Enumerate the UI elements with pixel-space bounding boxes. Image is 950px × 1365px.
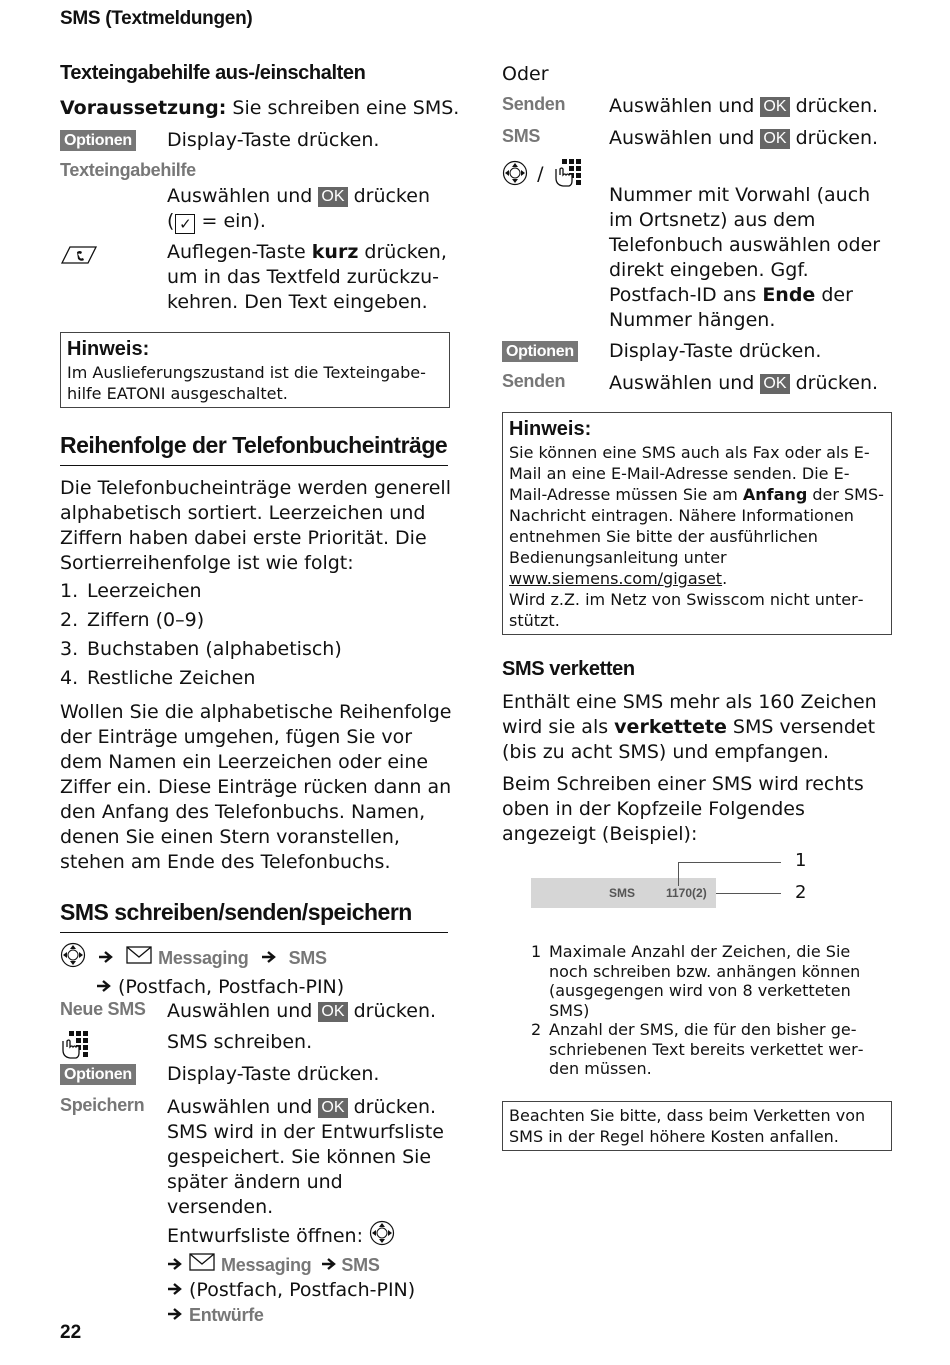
nav-key-icon: [60, 942, 86, 975]
note-box-fax-email: [502, 412, 892, 635]
legend-item: 1 Maximale Anzahl der Zeichen, die Sie noch schreiben bzw. anhängen können (ausgegengen wird von 8 verketteten SMS): [531, 942, 861, 1020]
keypad-icon: [60, 1030, 90, 1064]
menu-item-speichern: Speichern: [60, 1095, 145, 1115]
page-header: SMS (Textmeldungen): [60, 8, 253, 29]
note-title: Hinweis:: [67, 338, 150, 360]
list-item: 3. Buchstaben (alphabetisch): [60, 638, 342, 660]
step-text: Auswählen und OK drücken. SMS wird in der Entwurfsliste gespeichert. Sie können Sie später ändern und versenden. Entwurfsliste öffnen: Messaging SMS (Postfach, Postfach-PIN) Entwürfe: [167, 1095, 452, 1328]
ok-key: OK: [760, 97, 789, 117]
ok-key: OK: [318, 1098, 347, 1118]
slash: /: [537, 162, 544, 185]
step-text: Display-Taste drücken.: [167, 129, 380, 151]
optionen-softkey[interactable]: Optionen: [60, 130, 136, 151]
optionen-softkey[interactable]: Optionen: [502, 341, 578, 362]
ok-key: OK: [318, 187, 347, 207]
menu-item-senden: Senden: [502, 371, 566, 391]
menu-item-sms: SMS: [502, 126, 541, 146]
nav-key-icon: [369, 1220, 395, 1253]
step-text: Nummer mit Vorwahl (auch im Ortsnetz) aus dem Telefonbuch auswählen oder direkt eingeben. Ggf. Postfach-ID ans Ende der Nummer hängen.: [609, 184, 881, 331]
list-item: 1. Leerzeichen: [60, 580, 202, 602]
ok-key: OK: [760, 129, 789, 149]
keypad-icon: [553, 158, 583, 192]
menu-path: Messaging SMS (Postfach, Postfach-PIN): [60, 942, 452, 1000]
menu-item-senden: Senden: [502, 94, 566, 114]
display-header-figure: [531, 850, 821, 912]
paragraph-verketten: Enthält eine SMS mehr als 160 Zeichen wird sie als verkettete SMS versendet (bis zu acht SMS) und empfangen.: [502, 691, 877, 763]
arrow-right-icon: [96, 975, 112, 1000]
step-text: Display-Taste drücken.: [609, 340, 822, 362]
callout-line-1: [678, 862, 781, 863]
note-text-swisscom: Wird z.Z. im Netz von Swisscom nicht unterstützt.: [509, 590, 864, 630]
page-number: 22: [60, 1322, 82, 1343]
paragraph-reihenfolge-umgehen: Wollen Sie die alphabetische Reihenfolge der Einträge umgehen, fügen Sie vor dem Namen ein Leerzeichen oder eine Ziffer ein. Diese Einträge rücken dann an den Anfang des Telefonbuchs. Namen, denen Sie einen Stern voranstellen, stehen am Ende des Telefonbuchs.: [60, 701, 452, 873]
hang-up-key-icon: [60, 243, 100, 269]
step-text: Auflegen-Taste kurz drücken, um in das Textfeld zurückzukehren. Den Text eingeben.: [167, 241, 447, 313]
arrow-right-icon: [167, 1303, 183, 1328]
callout-1: 1: [795, 850, 807, 871]
paragraph-kopfzeile: Beim Schreiben einer SMS wird rechts oben in der Kopfzeile Folgendes angezeigt (Beispiel):: [502, 773, 864, 845]
arrow-right-icon: [98, 946, 114, 971]
section-title-sms-schreiben: SMS schreiben/senden/speichern: [60, 899, 448, 933]
display-sms-label: SMS: [609, 886, 636, 900]
menu-item-texteingabehilfe: Texteingabehilfe: [60, 160, 196, 180]
section-title-sms-verketten: SMS verketten: [502, 658, 635, 680]
arrow-right-icon: [261, 946, 277, 971]
step-text: Auswählen und OK drücken.: [609, 127, 879, 149]
step-text: Auswählen und OK drücken ( ✓ = ein).: [167, 185, 430, 233]
note-text: Im Auslieferungszustand ist die Texteingabehilfe EATONI ausgeschaltet.: [67, 363, 426, 403]
list-item: 2. Ziffern (0–9): [60, 609, 205, 631]
note-text: Sie können eine SMS auch als Fax oder als E-Mail an eine E-Mail-Adresse senden. Die E-Mail-Adresse müssen Sie am Anfang der SMS-Nachricht eintragen. Nähere Informationen entnehmen Sie bitte der ausführlichen Bedienungsanleitung unter www.siemens.com/gigaset.: [509, 443, 884, 588]
display-char-count: 1170(2): [666, 886, 707, 900]
step-text: Auswählen und OK drücken.: [167, 1000, 437, 1022]
prerequisite: Voraussetzung: Sie schreiben eine SMS.: [60, 97, 460, 119]
note-box-eatoni: [60, 332, 450, 408]
arrow-right-icon: [167, 1278, 183, 1303]
envelope-icon: [126, 946, 152, 971]
step-text: SMS schreiben.: [167, 1031, 313, 1053]
nav-or-keypad: [502, 158, 583, 192]
arrow-right-icon: [167, 1253, 183, 1278]
step-text: Display-Taste drücken.: [167, 1063, 380, 1085]
ok-key: OK: [318, 1002, 347, 1022]
step-text: Auswählen und OK drücken.: [609, 372, 879, 394]
list-item: 4. Restliche Zeichen: [60, 667, 256, 689]
figure-legend: [531, 942, 881, 1079]
menu-item-neue-sms: Neue SMS: [60, 999, 146, 1019]
note-title: Hinweis:: [509, 418, 592, 440]
callout-line-2: [716, 893, 781, 894]
optionen-softkey[interactable]: Optionen: [60, 1064, 136, 1085]
section-title-reihenfolge: Reihenfolge der Telefonbucheinträge: [60, 432, 448, 466]
checkbox-icon: ✓: [175, 214, 195, 234]
oder-label: Oder: [502, 63, 549, 85]
step-text: Auswählen und OK drücken.: [609, 95, 879, 117]
nav-key-icon: [502, 160, 528, 190]
legend-item: 2 Anzahl der SMS, die für den bisher geschriebenen Text bereits verkettet werden müssen.: [531, 1020, 864, 1078]
sort-order-list: [60, 577, 342, 693]
paragraph-sortierung: Die Telefonbucheinträge werden generell alphabetisch sortiert. Leerzeichen und Ziffern haben dabei erste Priorität. Die Sortierreihenfolge ist wie folgt:: [60, 477, 451, 574]
section-title-texteingabehilfe: Texteingabehilfe aus-/einschalten: [60, 62, 366, 84]
callout-2: 2: [795, 882, 807, 903]
arrow-right-icon: [321, 1253, 337, 1278]
note-box-kosten: Beachten Sie bitte, dass beim Verketten von SMS in der Regel höhere Kosten anfallen.: [502, 1101, 892, 1151]
envelope-icon: [189, 1253, 215, 1278]
ok-key: OK: [760, 374, 789, 394]
gigaset-link[interactable]: www.siemens.com/gigaset: [509, 569, 723, 588]
callout-line-1-vertical: [678, 862, 679, 886]
